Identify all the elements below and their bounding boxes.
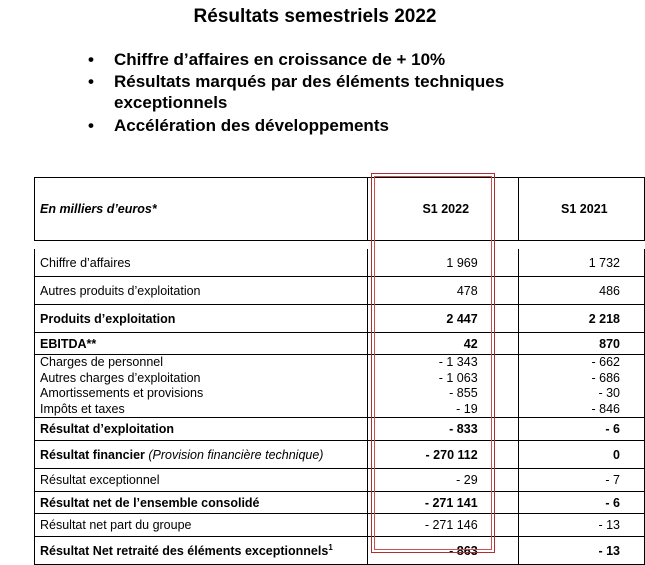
table-row: [35, 441, 645, 469]
value-s1-2021: - 662: [518, 355, 644, 371]
row-label: Impôts et taxes: [35, 402, 368, 418]
value-s1-2021: 870: [518, 333, 644, 355]
row-label: Résultat d’exploitation: [35, 418, 368, 441]
value-s1-2022: - 29: [367, 469, 518, 492]
row-label: Résultat net part du groupe: [35, 514, 368, 537]
table-row: [35, 333, 645, 355]
row-label: [35, 441, 368, 469]
value-s1-2022: - 271 146: [367, 514, 518, 537]
value-s1-2022: - 270 112: [367, 441, 518, 469]
value-s1-2022: - 1 343: [367, 355, 518, 371]
table-row: [35, 402, 645, 418]
column-header-s1-2022: S1 2022: [367, 178, 518, 241]
value-s1-2021: 1 732: [518, 249, 644, 277]
table-row: [35, 514, 645, 537]
row-label: Autres produits d’exploitation: [35, 277, 368, 305]
value-s1-2021: 486: [518, 277, 644, 305]
row-label: Autres charges d’exploitation: [35, 371, 368, 387]
table-row: [35, 305, 645, 333]
value-s1-2022: - 19: [367, 402, 518, 418]
value-s1-2021: - 846: [518, 402, 644, 418]
table-header-row: [35, 178, 645, 241]
value-s1-2022: - 271 141: [367, 492, 518, 514]
value-s1-2022: 478: [367, 277, 518, 305]
highlights-list: [88, 49, 584, 136]
bullet-item: • Accélération des développements: [88, 115, 584, 137]
row-label: Résultat net de l’ensemble consolidé: [35, 492, 368, 514]
value-s1-2022: - 1 063: [367, 371, 518, 387]
bullet-item: • Chiffre d’affaires en croissance de + 10%: [88, 49, 584, 71]
row-label: Chiffre d’affaires: [35, 249, 368, 277]
table-row: [35, 371, 645, 387]
value-s1-2022: - 863: [367, 537, 518, 565]
value-s1-2021: 0: [518, 441, 644, 469]
table-row: [35, 492, 645, 514]
page-title: Résultats semestriels 2022: [193, 6, 437, 27]
value-s1-2022: 2 447: [367, 305, 518, 333]
table-row: [35, 537, 645, 565]
value-s1-2022: - 855: [367, 386, 518, 402]
table-row: [35, 355, 645, 371]
table-row: [35, 418, 645, 441]
value-s1-2022: - 833: [367, 418, 518, 441]
row-label-text: Résultat financier: [40, 447, 145, 462]
row-label-text: Résultat Net retraité des éléments exceptionnels: [40, 544, 329, 559]
row-label: Charges de personnel: [35, 355, 368, 371]
table-row: [35, 277, 645, 305]
row-label: Produits d’exploitation: [35, 305, 368, 333]
value-s1-2021: - 13: [518, 537, 644, 565]
unit-label: En milliers d’euros*: [35, 178, 368, 241]
value-s1-2021: - 13: [518, 514, 644, 537]
financial-results-table: [34, 177, 645, 565]
value-s1-2021: - 6: [518, 418, 644, 441]
spacer-row: [35, 241, 645, 250]
table-row: [35, 469, 645, 492]
bullet-item: • Résultats marqués par des éléments techniques exceptionnels: [88, 71, 584, 114]
value-s1-2022: 1 969: [367, 249, 518, 277]
value-s1-2022: 42: [367, 333, 518, 355]
row-label: [35, 537, 368, 565]
value-s1-2021: - 7: [518, 469, 644, 492]
row-label-note: (Provision financière technique): [148, 447, 324, 462]
row-label: Amortissements et provisions: [35, 386, 368, 402]
row-label: EBITDA**: [35, 333, 368, 355]
column-header-s1-2021: S1 2021: [518, 178, 644, 241]
value-s1-2021: - 6: [518, 492, 644, 514]
value-s1-2021: 2 218: [518, 305, 644, 333]
value-s1-2021: - 686: [518, 371, 644, 387]
table-row: [35, 249, 645, 277]
footnote-marker: 1: [328, 542, 333, 552]
row-label: Résultat exceptionnel: [35, 469, 368, 492]
value-s1-2021: - 30: [518, 386, 644, 402]
table-row: [35, 386, 645, 402]
